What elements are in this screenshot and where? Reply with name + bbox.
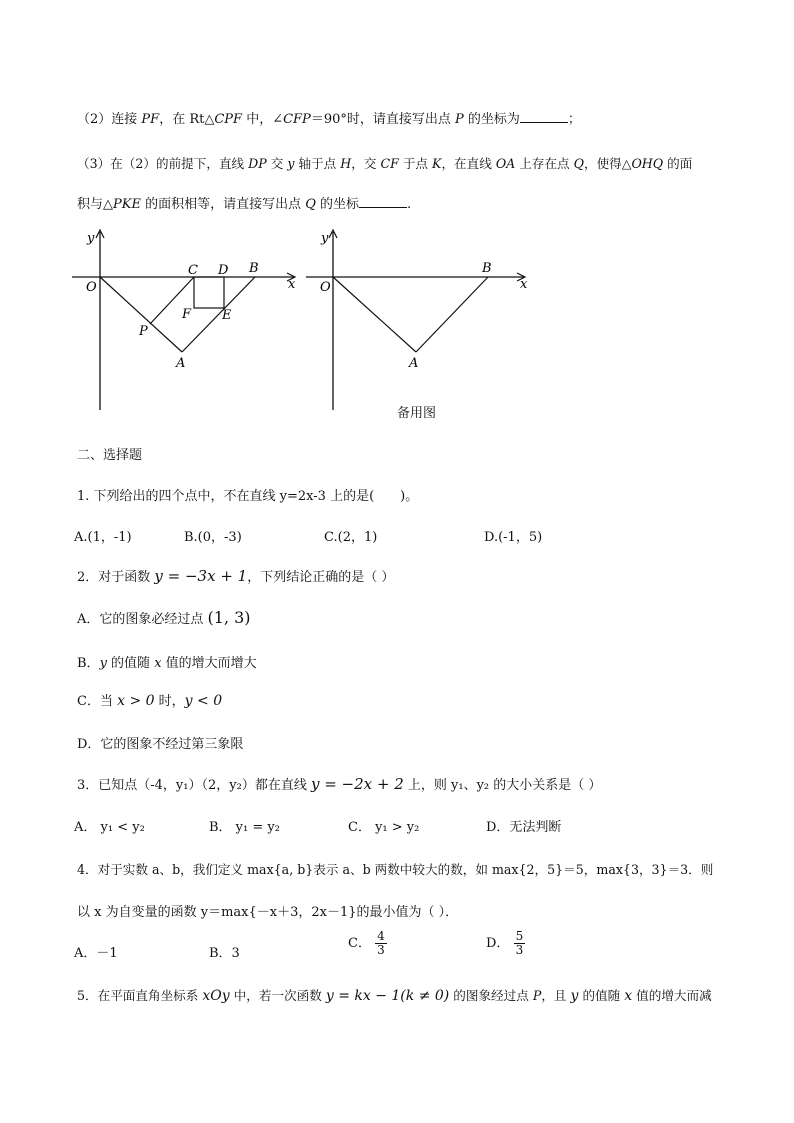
mc1-stem: 1. 下列给出的四个点中，不在直线 y=2x-3 上的是( )。: [77, 489, 419, 504]
label-y: y: [321, 231, 329, 246]
label-C: C: [188, 263, 198, 278]
mc2-option-a[interactable]: A．它的图象必经过点 (1, 3): [77, 608, 251, 627]
section-title: 二、选择题: [77, 448, 143, 463]
answer-blank[interactable]: [359, 195, 407, 208]
mc2-stem: 2．对于函数 y = −3x + 1，下列结论正确的是（ ）: [77, 567, 395, 585]
segment-OA: [333, 277, 416, 352]
label-O: O: [320, 280, 331, 295]
square-CDEF: [194, 277, 224, 308]
mc3-option-b[interactable]: B． y₁ = y₂: [209, 820, 280, 835]
mc3-stem: 3．已知点（-4，y₁）（2，y₂）都在直线 y = −2x + 2 上，则 y₁、y₂ 的大小关系是（ ）: [77, 775, 602, 793]
label-A: A: [409, 356, 419, 371]
figure-2: [302, 222, 542, 422]
mc1-option-d[interactable]: D.(-1，5): [484, 530, 543, 545]
mc3-option-d[interactable]: D．无法判断: [486, 820, 562, 835]
label-B: B: [249, 261, 259, 276]
label-x: x: [288, 277, 296, 292]
mc3-option-c[interactable]: C． y₁ > y₂: [348, 820, 420, 835]
mc1-option-b[interactable]: B.(0，-3): [184, 530, 242, 545]
fraction: $\frac{4}{3}$: [377, 929, 385, 957]
segment-AB: [416, 277, 488, 352]
mc2-option-c[interactable]: C．当 x > 0 时，y < 0: [77, 693, 223, 709]
mc4-option-d[interactable]: D． $\frac{5}{3}$: [486, 929, 524, 957]
mc4-option-b[interactable]: B．3: [209, 946, 240, 961]
figure-2-caption: 备用图: [397, 406, 437, 421]
label-x: x: [520, 277, 528, 292]
mc5-stem: 5．在平面直角坐标系 xOy 中，若一次函数 y = kx − 1(k ≠ 0) 的图象经过点 P，且 y 的值随 x 值的增大而减: [77, 988, 712, 1004]
figure-1: [60, 222, 310, 414]
mc4-option-c[interactable]: C． $\frac{4}{3}$: [348, 929, 385, 957]
label-P: P: [139, 324, 148, 339]
question-3-line-2: 积与△PKE 的面积相等，请直接写出点 Q 的坐标 .: [77, 197, 412, 212]
mc2-option-d[interactable]: D．它的图象不经过第三象限: [77, 737, 244, 752]
mc4-stem-line-2: 以 x 为自变量的函数 y＝max{－x＋3，2x－1}的最小值为（ ）．: [77, 905, 459, 920]
label-F: F: [182, 307, 192, 322]
mc2-option-b[interactable]: B．y 的值随 x 值的增大而增大: [77, 656, 257, 671]
segment-AB: [182, 277, 255, 352]
label-E: E: [222, 308, 232, 323]
mc4-stem-line-1: 4．对于实数 a、b，我们定义 max{a, b}表示 a、b 两数中较大的数，如 max{2，5}＝5，max{3，3}＝3．则: [77, 862, 714, 877]
mc1-option-a[interactable]: A.(1，-1): [74, 530, 132, 545]
mc4-option-a[interactable]: A．－1: [74, 946, 118, 961]
fraction: $\frac{5}{3}$: [515, 929, 524, 957]
mc3-option-a[interactable]: A． y₁ < y₂: [74, 820, 145, 835]
question-2-line: （2）连接 PF，在 Rt△CPF 中，∠CFP＝90°时，请直接写出点 P 的坐标为 ；: [77, 112, 581, 127]
label-y: y: [87, 231, 95, 246]
label-D: D: [218, 263, 229, 278]
mc1-option-c[interactable]: C.(2，1): [324, 530, 378, 545]
answer-blank[interactable]: [520, 110, 568, 123]
label-A: A: [176, 356, 186, 371]
label-B: B: [482, 261, 492, 276]
label-O: O: [86, 280, 97, 295]
segment-OA: [100, 277, 182, 352]
question-3-line-1: （3）在（2）的前提下，直线 DP 交 y 轴于点 H，交 CF 于点 K，在直线 OA 上存在点 Q，使得△OHQ 的面: [77, 156, 693, 171]
